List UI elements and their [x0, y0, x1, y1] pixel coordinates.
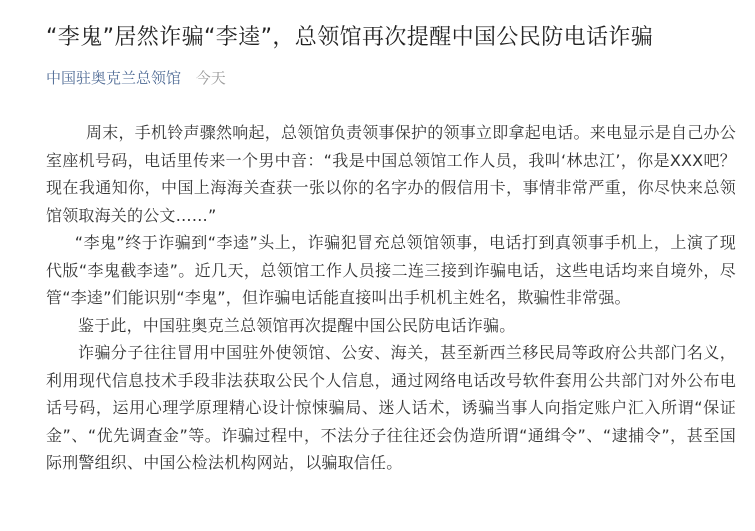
account-name-link[interactable]: 中国驻奥克兰总领馆	[46, 69, 182, 87]
paragraph-1: 周末，手机铃声骤然响起，总领馆负责领事保护的领事立即拿起电话。来电显示是自己办公室座机号码，电话里传来一个男中音：“我是中国总领馆工作人员，我叫‘林忠江’，你是XXX吧？现在我通知你，中国上海海关查获一张以你的名字办的假信用卡，事情非常严重，你尽快来总领馆领取海关的公文……”	[46, 123, 736, 225]
article-meta	[46, 64, 226, 92]
paragraph-3: 鉴于此，中国驻奥克兰总领馆再次提醒中国公民防电话诈骗。	[78, 315, 516, 335]
article-title: “李鬼”居然诈骗“李逵”，总领馆再次提醒中国公民防电话诈骗	[46, 25, 654, 50]
paragraph-4: 诈骗分子往往冒用中国驻外使领馆、公安、海关，甚至新西兰移民局等政府公共部门名义，利用现代信息技术手段非法获取公民个人信息，通过网络电话改号软件套用公共部门对外公布电话号码，运用心理学原理精心设计惊悚骗局、迷人话术，诱骗当事人向指定账户汇入所谓“保证金”、“优先调查金”等。诈骗过程中，不法分子往往还会伪造所谓“通缉令”、“逮捕令”，甚至国际刑警组织、中国公检法机构网站，以骗取信任。	[46, 343, 736, 472]
article-content	[46, 119, 736, 477]
publish-time: 今天	[195, 69, 226, 87]
paragraph-2: “李鬼”终于诈骗到“李逵”头上，诈骗犯冒充总领馆领事，电话打到真领事手机上，上演了现代版“李鬼截李逵”。近几天，总领馆工作人员接二连三接到诈骗电话，这些电话均来自境外，尽管“李逵”们能识别“李鬼”，但诈骗电话能直接叫出手机机主姓名，欺骗性非常强。	[46, 233, 736, 307]
